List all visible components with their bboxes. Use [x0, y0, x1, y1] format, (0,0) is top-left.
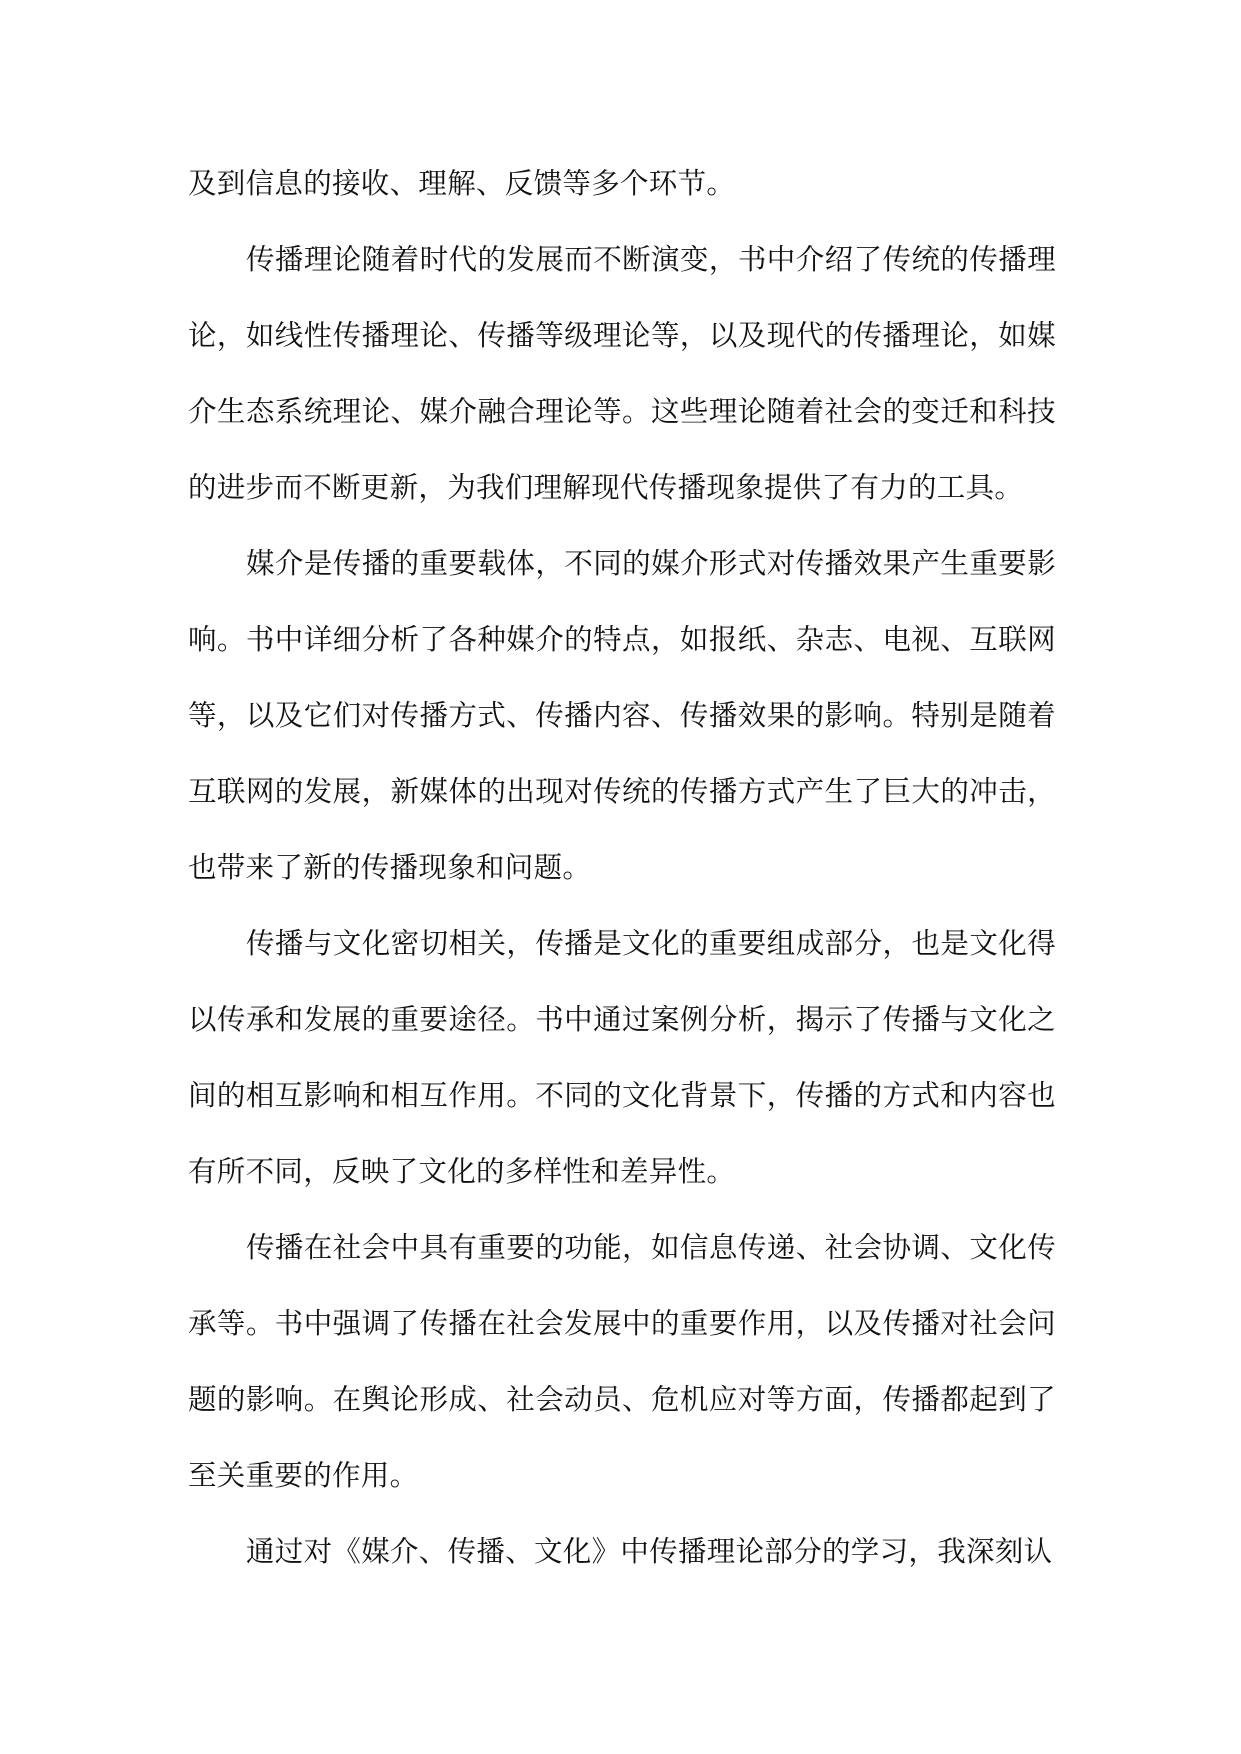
paragraph-continued: 及到信息的接收、理解、反馈等多个环节。 — [188, 167, 736, 200]
paragraph-social-function: 传播在社会中具有重要的功能，如信息传递、社会协调、文化传承等。书中强调了传播在社会发展中的重要作用，以及传播对社会问题的影响。在舆论形成、社会动员、危机应对等方面，传播都起到了至关重要的作用。 — [188, 1231, 1056, 1492]
paragraph-conclusion-start: 通过对《媒介、传播、文化》中传播理论部分的学习，我深刻认 — [246, 1535, 1053, 1568]
paragraph-culture: 传播与文化密切相关，传播是文化的重要组成部分，也是文化得以传承和发展的重要途径。书中通过案例分析，揭示了传播与文化之间的相互影响和相互作用。不同的文化背景下，传播的方式和内容也有所不同，反映了文化的多样性和差异性。 — [188, 927, 1056, 1188]
paragraph-communication-theory: 传播理论随着时代的发展而不断演变，书中介绍了传统的传播理论，如线性传播理论、传播等级理论等，以及现代的传播理论，如媒介生态系统理论、媒介融合理论等。这些理论随着社会的变迁和科技的进步而不断更新，为我们理解现代传播现象提供了有力的工具。 — [188, 243, 1056, 504]
paragraph-media: 媒介是传播的重要载体，不同的媒介形式对传播效果产生重要影响。书中详细分析了各种媒介的特点，如报纸、杂志、电视、互联网等，以及它们对传播方式、传播内容、传播效果的影响。特别是随着互联网的发展，新媒体的出现对传统的传播方式产生了巨大的冲击，也带来了新的传播现象和问题。 — [188, 547, 1056, 884]
body-text — [188, 146, 1056, 1590]
